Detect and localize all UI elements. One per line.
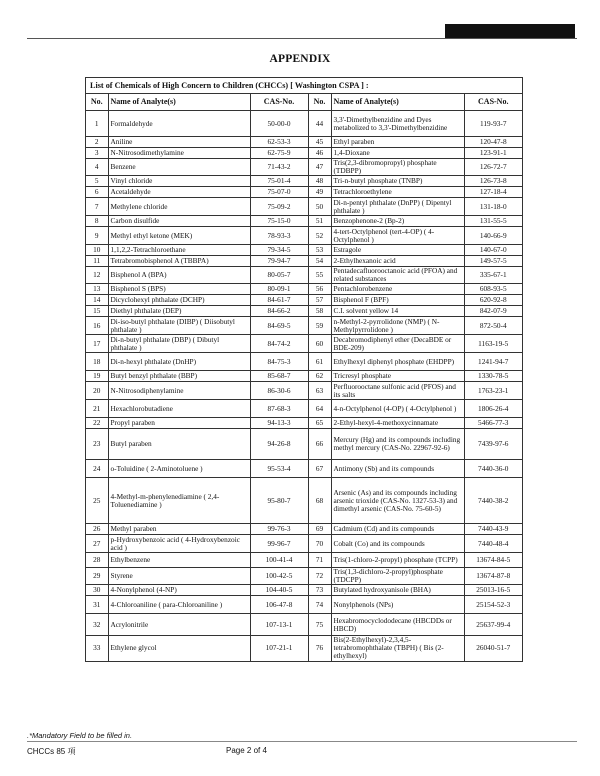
cell-name-left: Bisphenol S (BPS) [108, 284, 250, 295]
cell-no-left: 21 [86, 400, 108, 418]
cell-name-right: Tetrachloroethylene [331, 187, 464, 198]
cell-cas-right: 25013-16-5 [464, 585, 522, 596]
cell-name-right: C.I. solvent yellow 14 [331, 306, 464, 317]
table-row [86, 148, 522, 159]
cell-no-left: 20 [86, 382, 108, 400]
cell-name-right: Mercury (Hg) and its compounds including methyl mercury (CAS-No. 22967-92-6) [331, 429, 464, 460]
cell-no-right: 45 [308, 137, 331, 148]
cell-cas-right: 7439-97-6 [464, 429, 522, 460]
cell-cas-right: 127-18-4 [464, 187, 522, 198]
cell-cas-left: 80-09-1 [250, 284, 308, 295]
table-row [86, 418, 522, 429]
cell-name-left: Acrylonitrile [108, 614, 250, 636]
cell-no-left: 29 [86, 568, 108, 585]
cell-cas-right: 119-93-7 [464, 111, 522, 137]
table-row [86, 524, 522, 535]
cell-no-right: 55 [308, 267, 331, 284]
cell-cas-right: 842-07-9 [464, 306, 522, 317]
cell-cas-left: 71-43-2 [250, 159, 308, 176]
cell-no-left: 30 [86, 585, 108, 596]
cell-name-left: Diethyl phthalate (DEP) [108, 306, 250, 317]
cell-name-left: Butyl benzyl phthalate (BBP) [108, 371, 250, 382]
cell-name-right: Nonylphenols (NPs) [331, 596, 464, 614]
table-row [86, 295, 522, 306]
cell-no-right: 64 [308, 400, 331, 418]
cell-name-left: Vinyl chloride [108, 176, 250, 187]
cell-no-left: 18 [86, 353, 108, 371]
cell-name-right: Bisphenol F (BPF) [331, 295, 464, 306]
table-row [86, 596, 522, 614]
header-no-right: No. [308, 94, 331, 111]
cell-cas-right: 120-47-8 [464, 137, 522, 148]
cell-name-right: Cobalt (Co) and its compounds [331, 535, 464, 553]
cell-name-left: Methylene chloride [108, 198, 250, 216]
table-row [86, 371, 522, 382]
cell-name-right: 3,3'-Dimethylbenzidine and Dyes metabolized to 3,3'-Dimethylbenzidine [331, 111, 464, 137]
cell-cas-left: 84-74-2 [250, 335, 308, 353]
cell-no-left: 6 [86, 187, 108, 198]
cell-no-right: 73 [308, 585, 331, 596]
cell-cas-right: 7440-38-2 [464, 478, 522, 524]
cell-cas-left: 84-61-7 [250, 295, 308, 306]
cell-no-right: 49 [308, 187, 331, 198]
chcc-table [85, 77, 523, 662]
header-name-right: Name of Analyte(s) [331, 94, 464, 111]
table-row [86, 306, 522, 317]
cell-no-right: 50 [308, 198, 331, 216]
cell-no-left: 4 [86, 159, 108, 176]
cell-no-right: 66 [308, 429, 331, 460]
cell-cas-right: 126-72-7 [464, 159, 522, 176]
cell-name-left: Tetrabromobisphenol A (TBBPA) [108, 256, 250, 267]
cell-name-right: 4-n-Octylphenol (4-OP) ( 4-Octylphenol ) [331, 400, 464, 418]
cell-no-right: 75 [308, 614, 331, 636]
cell-name-left: Ethylbenzene [108, 553, 250, 568]
cell-no-right: 52 [308, 227, 331, 245]
cell-cas-right: 13674-84-5 [464, 553, 522, 568]
cell-no-left: 26 [86, 524, 108, 535]
cell-no-right: 76 [308, 636, 331, 661]
cell-cas-right: 620-92-8 [464, 295, 522, 306]
cell-cas-left: 94-26-8 [250, 429, 308, 460]
cell-cas-left: 99-96-7 [250, 535, 308, 553]
table-row [86, 614, 522, 636]
cell-name-right: Cadmium (Cd) and its compounds [331, 524, 464, 535]
cell-cas-left: 75-01-4 [250, 176, 308, 187]
mandatory-footnote: .*Mandatory Field to be filled in. [27, 731, 133, 740]
footer-rule [27, 741, 577, 742]
cell-name-right: Tricresyl phosphate [331, 371, 464, 382]
cell-cas-right: 140-66-9 [464, 227, 522, 245]
cell-cas-right: 7440-48-4 [464, 535, 522, 553]
table-row [86, 111, 522, 137]
table-row [86, 176, 522, 187]
cell-cas-left: 84-75-3 [250, 353, 308, 371]
cell-no-right: 68 [308, 478, 331, 524]
cell-cas-left: 80-05-7 [250, 267, 308, 284]
cell-cas-left: 62-75-9 [250, 148, 308, 159]
cell-cas-left: 84-69-5 [250, 317, 308, 335]
cell-name-left: Dicyclohexyl phthalate (DCHP) [108, 295, 250, 306]
cell-no-right: 60 [308, 335, 331, 353]
cell-no-left: 25 [86, 478, 108, 524]
table-row [86, 137, 522, 148]
table-row [86, 382, 522, 400]
cell-cas-right: 131-18-0 [464, 198, 522, 216]
cell-no-left: 2 [86, 137, 108, 148]
table-row [86, 535, 522, 553]
cell-cas-right: 25637-99-4 [464, 614, 522, 636]
cell-no-left: 15 [86, 306, 108, 317]
table-row [86, 585, 522, 596]
cell-cas-left: 107-21-1 [250, 636, 308, 661]
cell-no-left: 14 [86, 295, 108, 306]
cell-no-right: 44 [308, 111, 331, 137]
cell-cas-right: 123-91-1 [464, 148, 522, 159]
cell-name-left: 4-Methyl-m-phenylenediamine ( 2,4-Toluenediamine ) [108, 478, 250, 524]
table-row [86, 429, 522, 460]
cell-no-right: 74 [308, 596, 331, 614]
cell-no-left: 13 [86, 284, 108, 295]
cell-no-right: 47 [308, 159, 331, 176]
cell-no-left: 8 [86, 216, 108, 227]
cell-name-left: Formaldehyde [108, 111, 250, 137]
cell-no-left: 17 [86, 335, 108, 353]
table-header-row [86, 94, 522, 111]
cell-name-left: Methyl paraben [108, 524, 250, 535]
cell-name-left: Benzene [108, 159, 250, 176]
cell-no-left: 9 [86, 227, 108, 245]
table-row [86, 187, 522, 198]
cell-name-left: 1,1,2,2-Tetrachloroethane [108, 245, 250, 256]
cell-cas-right: 7440-43-9 [464, 524, 522, 535]
cell-name-left: Propyl paraben [108, 418, 250, 429]
cell-cas-right: 335-67-1 [464, 267, 522, 284]
cell-no-left: 16 [86, 317, 108, 335]
table-row [86, 245, 522, 256]
cell-name-left: 4-Chloroaniline ( para-Chloroaniline ) [108, 596, 250, 614]
cell-cas-right: 1163-19-5 [464, 335, 522, 353]
cell-no-right: 56 [308, 284, 331, 295]
cell-cas-left: 86-30-6 [250, 382, 308, 400]
cell-name-right: 1,4-Dioxane [331, 148, 464, 159]
cell-name-left: N-Nitrosodimethylamine [108, 148, 250, 159]
cell-cas-left: 84-66-2 [250, 306, 308, 317]
cell-no-left: 22 [86, 418, 108, 429]
cell-no-right: 46 [308, 148, 331, 159]
table-row [86, 553, 522, 568]
cell-cas-left: 94-13-3 [250, 418, 308, 429]
cell-no-left: 10 [86, 245, 108, 256]
cell-cas-left: 95-53-4 [250, 460, 308, 478]
cell-no-right: 67 [308, 460, 331, 478]
table-row [86, 335, 522, 353]
cell-cas-left: 50-00-0 [250, 111, 308, 137]
cell-no-right: 58 [308, 306, 331, 317]
cell-name-right: Arsenic (As) and its compounds including arsenic trioxide (CAS-No. 1327-53-3) and dimethyl arsenic (CAS-No. 75-60-5) [331, 478, 464, 524]
analyte-table [86, 94, 522, 661]
cell-cas-left: 62-53-3 [250, 137, 308, 148]
cell-cas-right: 608-93-5 [464, 284, 522, 295]
cell-name-right: Tris(1-chloro-2-propyl) phosphate (TCPP) [331, 553, 464, 568]
cell-name-right: Tri-n-butyl phosphate (TNBP) [331, 176, 464, 187]
cell-name-left: Di-iso-butyl phthalate (DIBP) ( Diisobutyl phthalate ) [108, 317, 250, 335]
cell-cas-right: 26040-51-7 [464, 636, 522, 661]
cell-name-left: Carbon disulfide [108, 216, 250, 227]
cell-name-right: Tris(1,3-dichloro-2-propyl)phosphate (TDCPP) [331, 568, 464, 585]
cell-no-left: 24 [86, 460, 108, 478]
cell-cas-left: 100-42-5 [250, 568, 308, 585]
cell-no-right: 59 [308, 317, 331, 335]
cell-cas-right: 13674-87-8 [464, 568, 522, 585]
cell-cas-left: 78-93-3 [250, 227, 308, 245]
footer-doc-code: CHCCs 85 項 [27, 747, 76, 756]
header-rule [27, 38, 577, 39]
table-row [86, 317, 522, 335]
cell-no-left: 32 [86, 614, 108, 636]
cell-no-right: 62 [308, 371, 331, 382]
cell-no-left: 3 [86, 148, 108, 159]
cell-cas-left: 75-15-0 [250, 216, 308, 227]
cell-name-left: Styrene [108, 568, 250, 585]
cell-cas-left: 79-34-5 [250, 245, 308, 256]
cell-cas-right: 872-50-4 [464, 317, 522, 335]
cell-name-left: Di-n-hexyl phthalate (DnHP) [108, 353, 250, 371]
cell-no-left: 27 [86, 535, 108, 553]
cell-name-right: Benzophenone-2 (Bp-2) [331, 216, 464, 227]
cell-no-left: 23 [86, 429, 108, 460]
cell-cas-left: 79-94-7 [250, 256, 308, 267]
cell-cas-left: 85-68-7 [250, 371, 308, 382]
cell-name-right: Antimony (Sb) and its compounds [331, 460, 464, 478]
cell-no-left: 12 [86, 267, 108, 284]
header-cas-left: CAS-No. [250, 94, 308, 111]
cell-cas-right: 1806-26-4 [464, 400, 522, 418]
cell-name-right: 2-Ethylhexanoic acid [331, 256, 464, 267]
cell-name-right: Pentadecafluorooctanoic acid (PFOA) and related substances [331, 267, 464, 284]
cell-no-right: 61 [308, 353, 331, 371]
table-row [86, 400, 522, 418]
cell-name-right: Estragole [331, 245, 464, 256]
cell-name-left: p-Hydroxybenzoic acid ( 4-Hydroxybenzoic acid ) [108, 535, 250, 553]
cell-name-right: 2-Ethyl-hexyl-4-methoxycinnamate [331, 418, 464, 429]
cell-cas-right: 131-55-5 [464, 216, 522, 227]
cell-cas-left: 104-40-5 [250, 585, 308, 596]
cell-name-left: Di-n-butyl phthalate (DBP) ( Dibutyl phthalate ) [108, 335, 250, 353]
header-no-left: No. [86, 94, 108, 111]
cell-name-left: Ethylene glycol [108, 636, 250, 661]
cell-name-right: Butylated hydroxyanisole (BHA) [331, 585, 464, 596]
cell-cas-left: 100-41-4 [250, 553, 308, 568]
cell-cas-right: 5466-77-3 [464, 418, 522, 429]
cell-cas-left: 95-80-7 [250, 478, 308, 524]
cell-name-left: Aniline [108, 137, 250, 148]
table-row [86, 159, 522, 176]
cell-no-right: 65 [308, 418, 331, 429]
cell-no-right: 54 [308, 256, 331, 267]
cell-no-right: 70 [308, 535, 331, 553]
cell-no-right: 63 [308, 382, 331, 400]
cell-name-right: Decabromodiphenyl ether (DecaBDE or BDE-209) [331, 335, 464, 353]
cell-cas-right: 140-67-0 [464, 245, 522, 256]
cell-name-left: Butyl paraben [108, 429, 250, 460]
cell-name-right: Pentachlorobenzene [331, 284, 464, 295]
table-row [86, 460, 522, 478]
cell-no-left: 11 [86, 256, 108, 267]
cell-no-right: 48 [308, 176, 331, 187]
cell-no-left: 33 [86, 636, 108, 661]
table-row [86, 227, 522, 245]
cell-name-right: Hexabromocyclododecane (HBCDDs or HBCD) [331, 614, 464, 636]
cell-no-left: 31 [86, 596, 108, 614]
cell-cas-right: 126-73-8 [464, 176, 522, 187]
header-name-left: Name of Analyte(s) [108, 94, 250, 111]
header-redaction-block [445, 24, 575, 38]
cell-cas-right: 149-57-5 [464, 256, 522, 267]
table-row [86, 568, 522, 585]
cell-cas-right: 1763-23-1 [464, 382, 522, 400]
cell-no-right: 69 [308, 524, 331, 535]
table-row [86, 216, 522, 227]
table-row [86, 353, 522, 371]
cell-cas-left: 87-68-3 [250, 400, 308, 418]
cell-no-right: 53 [308, 245, 331, 256]
table-row [86, 198, 522, 216]
cell-cas-left: 106-47-8 [250, 596, 308, 614]
cell-name-right: 4-tert-Octylphenol (tert-4-OP) ( 4-Octylphenol ) [331, 227, 464, 245]
table-row [86, 267, 522, 284]
header-cas-right: CAS-No. [464, 94, 522, 111]
cell-cas-right: 1330-78-5 [464, 371, 522, 382]
cell-name-right: Tris(2,3-dibromopropyl) phosphate (TDBPP) [331, 159, 464, 176]
cell-name-left: Bisphenol A (BPA) [108, 267, 250, 284]
cell-cas-right: 7440-36-0 [464, 460, 522, 478]
cell-name-left: N-Nitrosodiphenylamine [108, 382, 250, 400]
cell-no-left: 7 [86, 198, 108, 216]
cell-no-right: 72 [308, 568, 331, 585]
cell-cas-left: 75-07-0 [250, 187, 308, 198]
cell-cas-left: 107-13-1 [250, 614, 308, 636]
footer-page-number: Page 2 of 4 [226, 746, 267, 755]
cell-no-left: 1 [86, 111, 108, 137]
cell-no-left: 19 [86, 371, 108, 382]
cell-name-right: Di-n-pentyl phthalate (DnPP) ( Dipentyl phthalate ) [331, 198, 464, 216]
table-row [86, 256, 522, 267]
cell-cas-left: 99-76-3 [250, 524, 308, 535]
cell-cas-left: 75-09-2 [250, 198, 308, 216]
cell-cas-right: 25154-52-3 [464, 596, 522, 614]
table-caption: List of Chemicals of High Concern to Children (CHCCs) [ Washington CSPA ] : [86, 78, 522, 94]
cell-no-right: 57 [308, 295, 331, 306]
page-title: APPENDIX [269, 53, 331, 65]
cell-name-right: Ethyl paraben [331, 137, 464, 148]
cell-no-left: 28 [86, 553, 108, 568]
cell-name-left: 4-Nonylphenol (4-NP) [108, 585, 250, 596]
cell-cas-right: 1241-94-7 [464, 353, 522, 371]
cell-no-right: 51 [308, 216, 331, 227]
cell-name-left: Hexachlorobutadiene [108, 400, 250, 418]
table-row [86, 284, 522, 295]
cell-name-right: Perfluorooctane sulfonic acid (PFOS) and its salts [331, 382, 464, 400]
cell-name-left: Acetaldehyde [108, 187, 250, 198]
cell-name-left: Methyl ethyl ketone (MEK) [108, 227, 250, 245]
cell-no-right: 71 [308, 553, 331, 568]
cell-name-right: Ethylhexyl diphenyl phosphate (EHDPP) [331, 353, 464, 371]
cell-name-right: Bis(2-Ethylhexyl)-2,3,4,5-tetrabromophthalate (TBPH) ( Bis (2-ethylhexyl) [331, 636, 464, 661]
cell-name-right: n-Methyl-2-pyrrolidone (NMP) ( N-Methylpyrrolidone ) [331, 317, 464, 335]
cell-no-left: 5 [86, 176, 108, 187]
table-row [86, 478, 522, 524]
table-row [86, 636, 522, 661]
cell-name-left: o-Toluidine ( 2-Aminotoluene ) [108, 460, 250, 478]
